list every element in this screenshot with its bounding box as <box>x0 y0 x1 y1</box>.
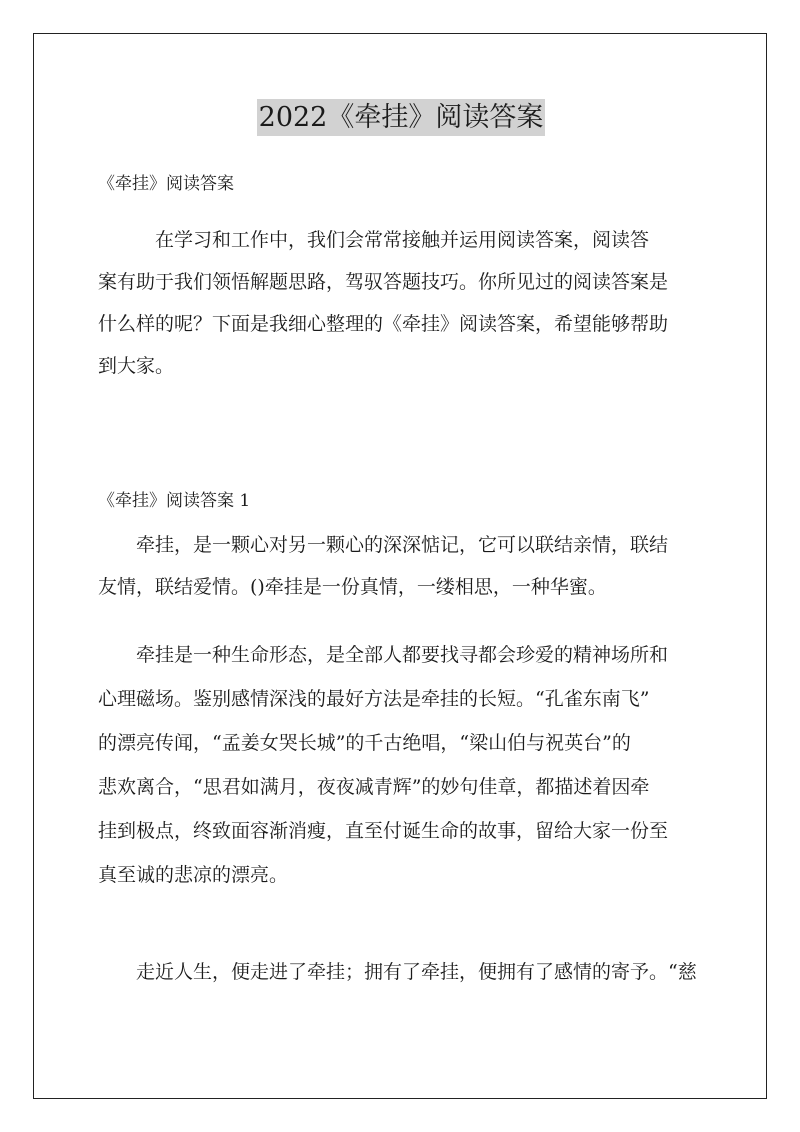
paragraph-line: 悲欢离合，“思君如满月，夜夜减青辉”的妙句佳章，都描述着因牵 <box>98 776 650 798</box>
paragraph-3 <box>98 951 704 993</box>
paragraph-line: 心理磁场。鉴别感情深浅的最好方法是牵挂的长短。“孔雀东南飞” <box>98 688 650 710</box>
paragraph-line: 牵挂是一种生命形态，是全部人都要找寻都会珍爱的精神场所和 <box>98 644 669 666</box>
intro-paragraph <box>98 219 704 387</box>
paragraph-1 <box>98 524 704 608</box>
paragraph-line: 真至诚的悲凉的漂亮。 <box>98 864 289 886</box>
section-heading: 《牵挂》阅读答案 1 <box>98 491 251 511</box>
paragraph-line: 牵挂，是一颗心对另一颗心的深深惦记，它可以联结亲情，联结 <box>98 534 669 556</box>
paragraph-line: 走近人生，便走进了牵挂；拥有了牵挂，便拥有了感情的寄予。“慈 <box>98 961 697 983</box>
intro-line: 在学习和工作中，我们会常常接触并运用阅读答案，阅读答 <box>98 229 650 251</box>
title-wrap <box>98 99 704 136</box>
intro-line: 案有助于我们领悟解题思路，驾驭答题技巧。你所见过的阅读答案是 <box>98 271 669 293</box>
paragraph-line: 的漂亮传闻，“孟姜女哭长城”的千古绝唱，“梁山伯与祝英台”的 <box>98 732 631 754</box>
paragraph-2 <box>98 633 704 897</box>
paragraph-line: 友情，联结爱情。()牵挂是一份真情，一缕相思，一种华蜜。 <box>98 576 607 598</box>
document-title: 2022《牵挂》阅读答案 <box>257 99 546 136</box>
intro-line: 到大家。 <box>98 355 175 377</box>
paragraph-line: 挂到极点，终致面容渐消瘦，直至付诞生命的故事，留给大家一份至 <box>98 820 669 842</box>
document-subtitle: 《牵挂》阅读答案 <box>98 174 234 194</box>
intro-line: 什么样的呢？下面是我细心整理的《牵挂》阅读答案，希望能够帮助 <box>98 313 669 335</box>
